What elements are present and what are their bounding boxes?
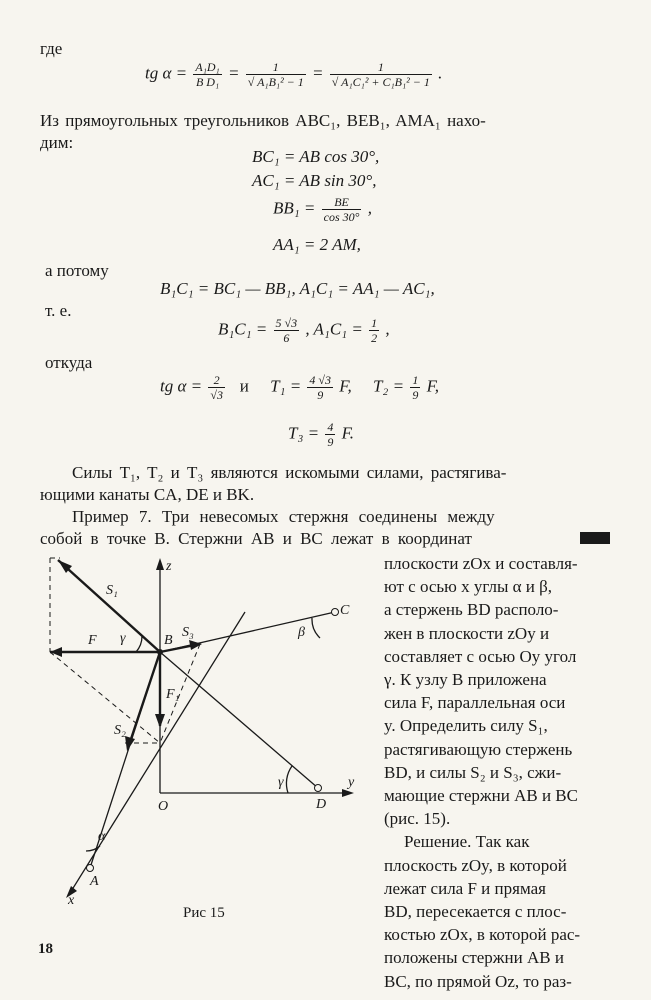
fraction-t1 (307, 373, 333, 402)
label-f: F (88, 633, 97, 648)
eq-result (218, 316, 390, 345)
fraction-num: 2 (208, 373, 225, 388)
force-s1 (58, 560, 160, 652)
label-s1: S₁ (106, 583, 118, 598)
fraction-den: 9 (412, 388, 419, 402)
page-number: 18 (38, 941, 53, 957)
fraction-2 (246, 60, 306, 89)
right-column-line: Решение. Так как (404, 832, 530, 852)
right-column-line: лежат сила F и прямая (384, 878, 546, 898)
word-te: т. е. (45, 301, 72, 320)
right-column-line: BD, и силы S₂ и S₃, сжи- (384, 762, 562, 782)
arrowhead-s2 (125, 736, 135, 751)
fraction-den: 2 (371, 331, 378, 345)
label-alpha: α (98, 829, 106, 844)
eq-end: , (385, 319, 390, 339)
eq-bb1 (273, 195, 372, 224)
right-column-line: составляет с осью Oy угол (384, 646, 577, 666)
right-column-line: а стержень BD располо- (384, 600, 559, 620)
eq-t2-end: F, (426, 376, 440, 396)
rod-bd (160, 652, 318, 788)
example-line2: собой в точке B. Стержни AB и BC лежат в координат (40, 529, 472, 548)
right-column-lines (384, 552, 614, 993)
eq-t2-lhs: T₂ = (372, 376, 405, 396)
arrowhead-s3 (189, 640, 202, 650)
right-column-line: мающие стержни AB и BC (384, 786, 578, 806)
right-column-line: (рис. 15). (384, 809, 451, 829)
right-column-line: положены стержни AB и (384, 948, 564, 968)
label-gamma-bottom: γ (278, 775, 284, 790)
force-s2 (128, 652, 160, 748)
axis-x (70, 612, 245, 893)
eq-ac1: AC₁ = AB sin 30°, (252, 171, 377, 190)
eq-mid: , A₁C₁ = (305, 319, 363, 339)
eq-end: F. (341, 423, 355, 443)
label-z: z (166, 559, 172, 574)
fraction-num: 1 (330, 60, 432, 75)
right-column-line: плоскости zOx и составля- (384, 554, 578, 573)
eq-bc1: BC₁ = AB cos 30°, (252, 147, 380, 166)
label-y: y (348, 775, 355, 790)
angle-gamma-bottom (286, 766, 292, 793)
eq-t1-lhs: T₁ = (270, 376, 302, 396)
label-b: B (164, 633, 173, 648)
fraction-den: 9 (317, 388, 324, 402)
fraction-num: BE (322, 195, 362, 210)
label-s3: S₃ (182, 625, 194, 640)
fraction-den: √ A₁B₁² − 1 (247, 75, 304, 89)
dashed-left-to-s2 (50, 652, 160, 743)
right-column-line: y. Определить силу S₁, (384, 716, 548, 736)
eq-t3 (288, 420, 354, 449)
ink-blot (580, 532, 610, 544)
label-a: A (90, 874, 99, 889)
fraction-3 (330, 60, 432, 89)
formula-lhs: tg α = (145, 63, 188, 83)
arrowhead-y (342, 789, 354, 797)
word-otkuda: откуда (45, 353, 93, 372)
fraction-1 (193, 60, 221, 89)
fraction-t2 (410, 373, 420, 402)
eq-lhs: T₃ = (288, 423, 320, 443)
label-c: C (340, 603, 350, 618)
node-d (315, 785, 322, 792)
right-column-line: жен в плоскости zOy и (384, 623, 550, 643)
right-column-line: ют с осью x углы α и β, (384, 577, 553, 597)
word-potomu: а потому (45, 261, 109, 280)
eq-lhs: B₁C₁ = (218, 319, 268, 339)
arrowhead-f (50, 647, 62, 657)
fraction-t3 (325, 420, 335, 449)
para2-line1: Силы T₁, T₂ и T₃ являются искомыми силами, растягива- (72, 463, 507, 482)
fraction-num: 4 (327, 420, 334, 434)
formula-tg-alpha-1: tg α = $\frac{\text{A₁D₁}}{\text{B D₁}}$ = $\frac{1}{\text{√ A₁B₁² − 1}}$ = $\frac{1}{\text{√ A₁C₁² + C₁B₁² − 1}}$ . (145, 60, 443, 89)
angle-gamma-top (136, 636, 142, 652)
figure-caption: Рис 15 (183, 905, 225, 921)
node-c (332, 609, 339, 616)
eq-aa1: AA₁ = 2 AM, (273, 235, 361, 254)
intro-word: где (40, 39, 63, 58)
fraction-a1c1 (369, 316, 379, 345)
eq-tg-t1-t2 (160, 373, 439, 402)
label-beta: β (298, 625, 305, 640)
label-d: D (316, 797, 327, 812)
fraction-num: 1 (246, 60, 306, 75)
angle-beta (312, 618, 320, 638)
arrowhead-z (156, 558, 164, 570)
node-a (87, 865, 94, 872)
eq-b1c1: B₁C₁ = BC₁ — BB₁, A₁C₁ = AA₁ — AC₁, (160, 279, 435, 298)
right-column (384, 552, 614, 993)
fraction-num: 4 √3 (309, 373, 332, 387)
example-line1: Пример 7. Три невесомых стержня соединены между (72, 507, 495, 526)
fraction-den: √ A₁C₁² + C₁B₁² − 1 (331, 75, 430, 89)
fraction-den: cos 30° (323, 210, 360, 224)
para2-line2: ющими канаты CA, DE и BK. (40, 485, 255, 504)
label-f1: F₁ (166, 687, 180, 702)
fraction-num: A₁D₁ (195, 60, 220, 74)
figure-15 (30, 548, 375, 910)
label-o: O (158, 799, 169, 814)
right-column-line: BD, пересекается с плос- (384, 902, 567, 922)
fraction-num: 1 (371, 316, 378, 330)
eq-and: и (239, 376, 249, 396)
label-x: x (68, 893, 75, 908)
fraction-den: 9 (327, 435, 334, 449)
right-column-line: плоскость zOy, в которой (384, 855, 567, 875)
label-gamma-top: γ (120, 631, 126, 646)
eq-t1-end: F, (339, 376, 352, 396)
fraction-num: 5 √3 (275, 316, 298, 330)
para1-line1: Из прямоугольных треугольников ABC₁, BEB₁, AMA₁ нахо- (40, 111, 486, 130)
fraction-tg2 (208, 373, 225, 402)
fraction-den: B D₁ (195, 75, 220, 89)
right-column-line: сила F, параллельная оси (384, 693, 566, 713)
fraction-bb1 (322, 195, 362, 224)
label-s2: S₂ (114, 723, 126, 738)
eq-end: , (367, 198, 372, 218)
fraction-den: 6 (283, 331, 290, 345)
right-column-line: BC, по прямой Oz, то раз- (384, 971, 572, 991)
right-column-line: γ. К узлу B приложена (384, 670, 547, 690)
fraction-num: 1 (412, 373, 419, 387)
eq-lhs: tg α = (160, 376, 203, 396)
arrowhead-f1 (155, 714, 165, 728)
right-column-line: костью zOx, в которой рас- (384, 925, 581, 945)
right-column-line: растягивающую стержень (384, 739, 573, 759)
node-b (157, 649, 163, 655)
eq-lhs: BB₁ = (273, 198, 316, 218)
fraction-den: √3 (210, 388, 223, 402)
fraction-b1c1 (274, 316, 300, 345)
formula-end: . (438, 63, 443, 83)
para1-line2: дим: (40, 133, 74, 152)
